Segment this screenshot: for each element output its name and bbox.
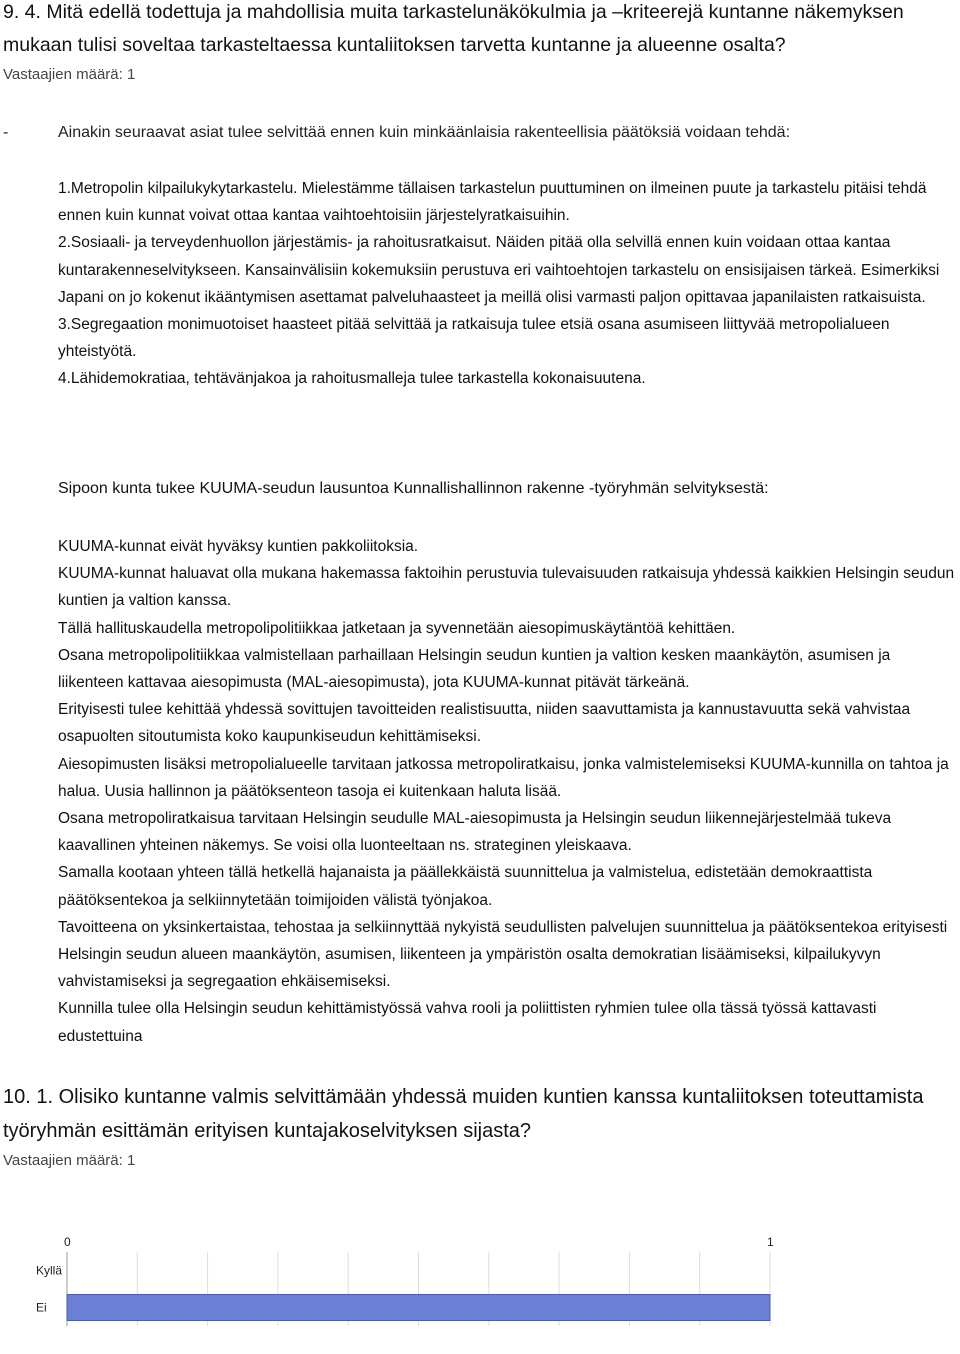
chart-bars bbox=[67, 1295, 770, 1321]
intro-dash: - bbox=[3, 124, 9, 141]
bar-ei bbox=[67, 1295, 770, 1321]
kuuma-list bbox=[58, 533, 958, 1050]
answer-item: 1.Metropolin kilpailukykytarkastelu. Mielestämme tällaisen tarkastelun puuttuminen on ilmeinen puute ja tarkastelu pitäisi tehdä ennen kuin kunnat voivat ottaa kantaa vaihtoehtoisiin järjestelyratkaisuihin. bbox=[58, 180, 927, 225]
kuuma-item: Osana metropoliratkaisua tarvitaan Helsingin seudulle MAL-aiesopimusta ja Helsingin seudun liikennejärjestelmää tukeva kaavallinen yhteinen näkemys. Se voisi olla luonteeltaan ns. strateginen yleiskaava. bbox=[58, 810, 892, 855]
respondent-count-2: Vastaajien määrä: 1 bbox=[3, 1152, 136, 1169]
kuuma-item: Aiesopimusten lisäksi metropolialueelle tarvitaan jatkossa metropoliratkaisu, jonka valmistelemiseksi KUUMA-kunnilla on tahtoa ja halua. Uusia hallinnon ja päätöksenteon tasoja ei kuitenkaan haluta lisää. bbox=[58, 755, 949, 800]
answer-item: 3.Segregaation monimuotoiset haasteet pitää selvittää ja ratkaisuja tulee etsiä osana asumiseen liittyvää metropolialueen yhteistyötä. bbox=[58, 316, 890, 361]
question-title-2: 10. 1. Olisiko kuntanne valmis selvittämään yhdessä muiden kuntien kanssa kuntaliitoksen toteuttamista työryhmän esittämän erityisen kuntajakoselvityksen sijasta? bbox=[3, 1086, 924, 1142]
answer-item: 4.Lähidemokratiaa, tehtävänjakoa ja rahoitusmalleja tulee tarkastella kokonaisuutena. bbox=[58, 370, 646, 388]
kuuma-item: Tavoitteena on yksinkertaistaa, tehostaa ja selkiinnyttää nykyistä seudullisten palvelujen suunnittelua ja päätöksentekoa erityisesti Helsingin seudun alueen maankäytön, asumisen, liikenteen ja ympäristön osalta demokratian lisäämiseksi, kilpailukyvyn vahvistamiseksi ja segregaation ehkäisemiseksi. bbox=[58, 918, 948, 991]
question-title: 9. 4. Mitä edellä todettuja ja mahdollisia muita tarkastelunäkökulmia ja –kriteerejä kuntanne näkemyksen mukaan tulisi soveltaa tarkasteltaessa kuntaliitoksen tarvetta kuntanne ja alueenne osalta? bbox=[3, 1, 904, 56]
category-label: Ei bbox=[36, 1300, 47, 1315]
intro-text: Ainakin seuraavat asiat tulee selvittää ennen kuin minkäänlaisia rakenteellisia päätöksiä voidaan tehdä: bbox=[58, 124, 791, 141]
answer-list bbox=[58, 175, 958, 393]
kuuma-item: Samalla kootaan yhteen tällä hetkellä hajanaista ja päällekkäistä suunnittelua ja valmistelua, edistetään demokraattista päätöksentekoa ja selkiinnytetään toimijoiden välistä työnjakoa. bbox=[58, 864, 873, 909]
kuuma-item: Erityisesti tulee kehittää yhdessä sovittujen tavoitteiden realistisuutta, niiden saavuttamista ja kannustavuutta sekä vahvistaa osapuolten sitoutumista koko kaupunkiseudun kehittämiseksi. bbox=[58, 701, 911, 746]
kuuma-item: KUUMA-kunnat haluavat olla mukana hakemassa faktoihin perustuvia tulevaisuuden ratkaisuja yhdessä kaikkien Helsingin seudun kuntien ja valtion kanssa. bbox=[58, 565, 955, 610]
kuuma-item: KUUMA-kunnat eivät hyväksy kuntien pakkoliitoksia. bbox=[58, 538, 419, 555]
kuuma-item: Kunnilla tulee olla Helsingin seudun kehittämistyössä vahva rooli ja poliittisten ryhmien tulee olla tässä työssä kattavasti edustettuina bbox=[58, 1000, 877, 1045]
bar-chart bbox=[0, 1228, 960, 1354]
category-label: Kyllä bbox=[36, 1263, 63, 1278]
tick-label: 1 bbox=[767, 1235, 774, 1249]
kuuma-item: Tällä hallituskaudella metropolipolitiikkaa jatketaan ja syvennetään aiesopimuskäytäntöä kehittäen. bbox=[58, 619, 736, 637]
sipoo-statement: Sipoon kunta tukee KUUMA-seudun lausuntoa Kunnallishallinnon rakenne -työryhmän selvityksestä: bbox=[58, 480, 769, 497]
answer-item: 2.Sosiaali- ja terveydenhuollon järjestämis- ja rahoitusratkaisut. Näiden pitää olla selvillä ennen kuin voidaan ottaa kantaa kuntarakenneselvitykseen. Kansainvälisiin kokemuksiin perustuva eri vaihtoehtojen tarkastelu on ensisijaisen tärkeä. Esimerkiksi Japani on jo kokenut ikääntymisen asettamat palveluhaasteet ja meillä olisi varmasti paljon opittavaa japanilaisten ratkaisuista. bbox=[58, 234, 940, 306]
respondent-count: Vastaajien määrä: 1 bbox=[3, 66, 136, 83]
kuuma-item: Osana metropolipolitiikkaa valmistellaan parhaillaan Helsingin seudun kuntien ja valtion kesken maankäytön, asumisen ja liikenteen kattavaa aiesopimusta (MAL-aiesopimusta), jota KUUMA-kunnat pitävät tärkeänä. bbox=[58, 646, 891, 692]
answer-intro bbox=[3, 124, 790, 142]
tick-label: 0 bbox=[64, 1235, 71, 1249]
